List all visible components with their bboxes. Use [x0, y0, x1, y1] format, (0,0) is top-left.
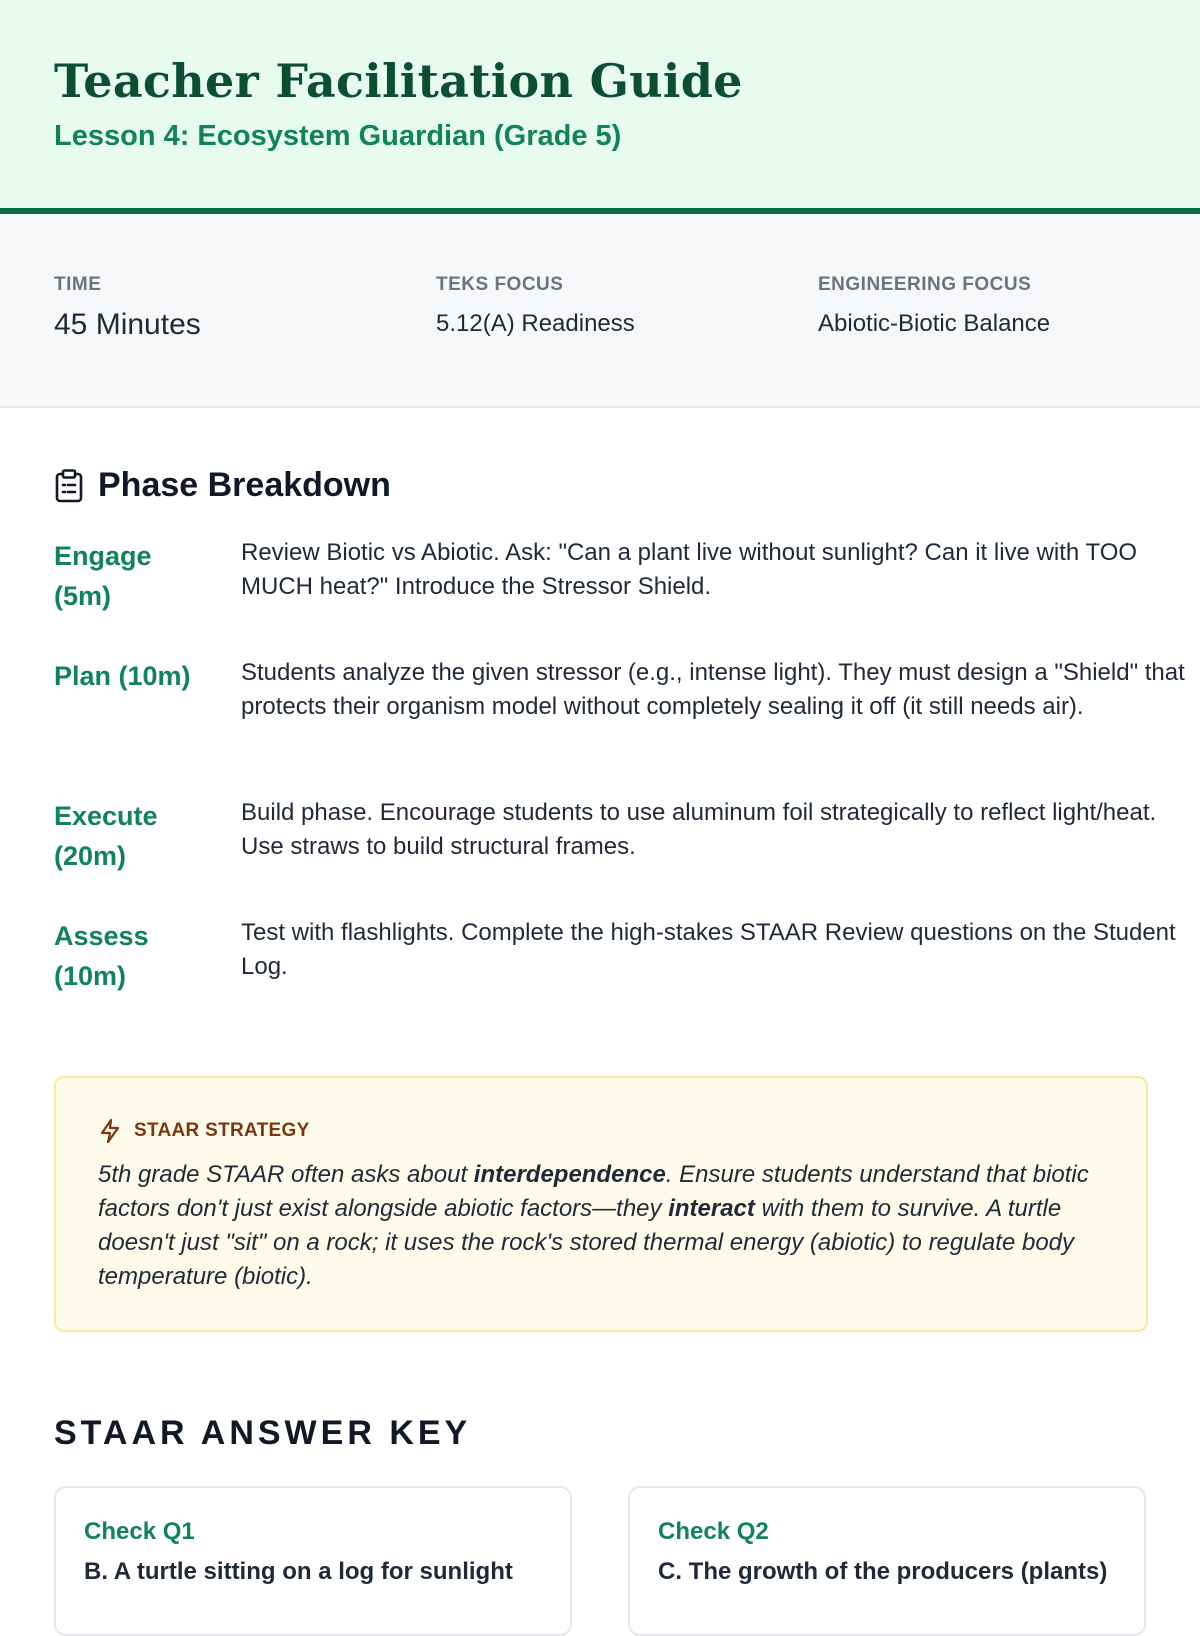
phase-description: Build phase. Encourage students to use aluminum foil strategically to reflect light/heat. Use straws to build structural frames.: [241, 799, 1157, 860]
phase-breakdown-title: Phase Breakdown: [98, 466, 391, 504]
phase-breakdown-heading: [54, 466, 391, 505]
phase-name: Plan (10m): [54, 661, 191, 691]
clipboard-icon: [54, 469, 84, 503]
lesson-meta-bar: [0, 214, 1200, 408]
meta-teks-label: TEKS FOCUS: [436, 274, 564, 295]
meta-time-label: TIME: [54, 274, 102, 295]
strategy-text-part: 5th grade STAAR often asks about: [98, 1161, 474, 1188]
page-header: [0, 0, 1200, 214]
meta-engineering: [818, 274, 1050, 338]
meta-engineering-label: ENGINEERING FOCUS: [818, 274, 1032, 295]
answer-card-label: Check Q2: [658, 1518, 769, 1545]
answer-card: [628, 1486, 1146, 1636]
page-title: Teacher Facilitation Guide: [54, 54, 743, 108]
answer-card-label: Check Q1: [84, 1518, 195, 1545]
phase-name: Assess (10m): [54, 921, 149, 991]
answer-card: [54, 1486, 572, 1636]
strategy-text-part: with them to survive. A turtle doesn't just "sit" on a rock; it uses the rock's stored thermal energy (abiotic) to regulate body temperature (biotic).: [98, 1195, 1075, 1290]
meta-time-value: 45 Minutes: [54, 308, 201, 341]
phase-name: Execute (20m): [54, 801, 158, 871]
phase-description: Students analyze the given stressor (e.g., intense light). They must design a "Shield" that protects their organism model without completely sealing it off (it still needs air).: [241, 659, 1185, 720]
lightning-icon: [98, 1118, 122, 1144]
phase-description: Review Biotic vs Abiotic. Ask: "Can a plant live without sunlight? Can it live with TOO MUCH heat?" Introduce the Stressor Shield.: [241, 539, 1138, 600]
meta-teks: [436, 274, 635, 338]
strategy-header: [98, 1118, 310, 1144]
meta-time: [54, 274, 201, 342]
answer-key-title: STAAR ANSWER KEY: [54, 1414, 472, 1452]
answer-card-answer: B. A turtle sitting on a log for sunlight: [84, 1558, 513, 1585]
phase-description: Test with flashlights. Complete the high-stakes STAAR Review questions on the Student Log.: [241, 919, 1176, 980]
answer-card-answer: C. The growth of the producers (plants): [658, 1558, 1108, 1585]
page-subtitle: Lesson 4: Ecosystem Guardian (Grade 5): [54, 120, 622, 152]
strategy-text-part: . Ensure students understand that biotic factors don't just exist alongside abiotic factors—they: [98, 1161, 1089, 1222]
strategy-label: STAAR STRATEGY: [134, 1120, 310, 1141]
staar-strategy-callout: [54, 1076, 1148, 1332]
meta-engineering-value: Abiotic-Biotic Balance: [818, 310, 1051, 337]
strategy-text: [98, 1158, 1108, 1294]
strategy-emphasis: interact: [668, 1195, 755, 1222]
strategy-emphasis: interdependence: [473, 1161, 666, 1188]
phase-name: Engage (5m): [54, 541, 152, 611]
meta-teks-value: 5.12(A) Readiness: [436, 310, 635, 337]
